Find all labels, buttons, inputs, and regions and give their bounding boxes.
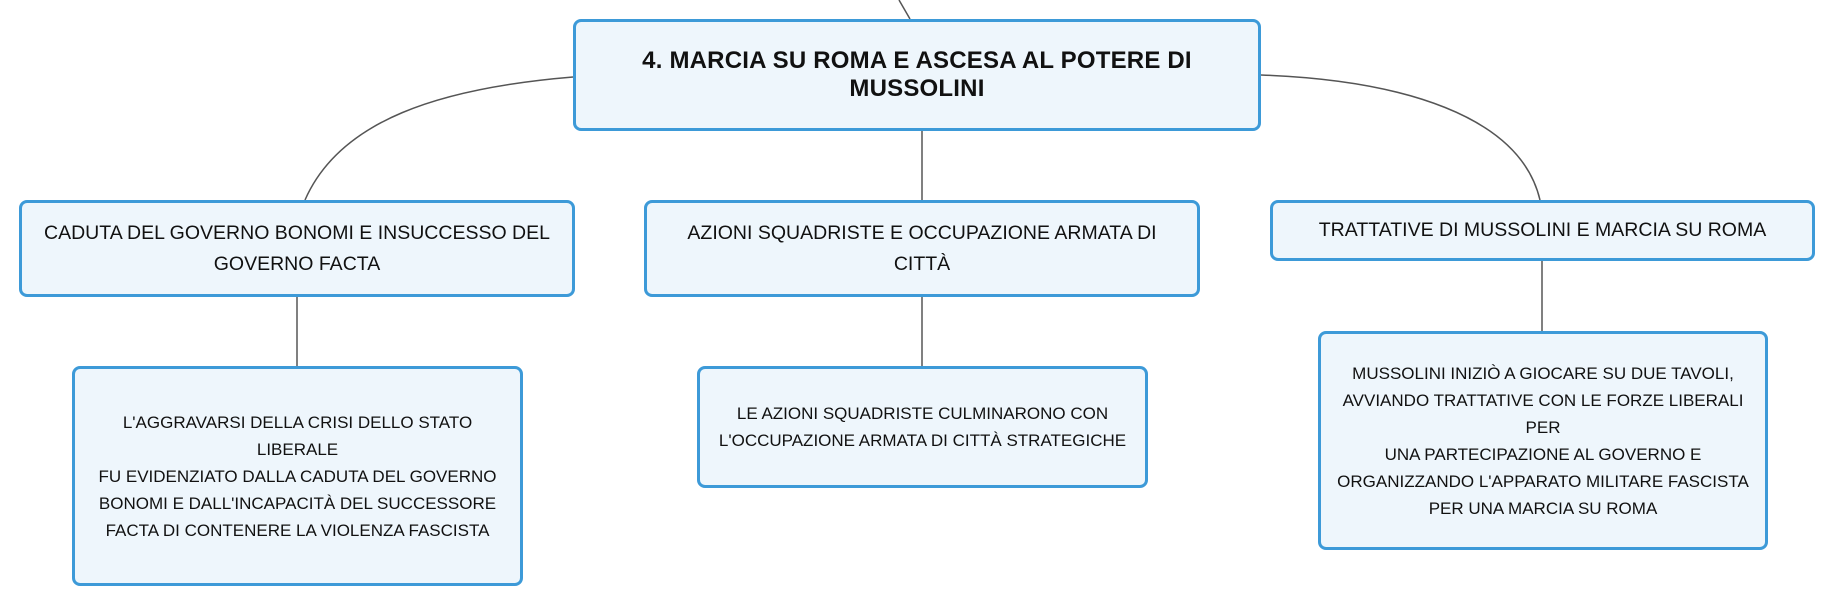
- connector-root-to-branch-1: [305, 77, 573, 200]
- root-topic[interactable]: [573, 19, 1261, 131]
- branch-topic-label: AZIONI SQUADRISTE E OCCUPAZIONE ARMATA DI CITTÀ: [687, 221, 1157, 275]
- detail-topic-due-tavoli[interactable]: [1318, 331, 1768, 550]
- detail-topic-crisi-stato-liberale[interactable]: [72, 366, 523, 586]
- branch-topic-label: TRATTATIVE DI MUSSOLINI E MARCIA SU ROMA: [1318, 219, 1767, 241]
- connector-root-to-branch-3: [1261, 75, 1540, 200]
- connector-parent-to-root: [899, 0, 910, 19]
- detail-topic-occupazione-citta[interactable]: [697, 366, 1148, 488]
- branch-topic-trattative-mussolini[interactable]: [1270, 200, 1815, 261]
- detail-topic-text: MUSSOLINI INIZIÒ A GIOCARE SU DUE TAVOLI, AVVIANDO TRATTATIVE CON LE FORZE LIBERALI PER UNA PARTECIPAZIONE AL GOVERNO E ORGANIZZANDO L'APPARATO MILITARE FASCISTA PER UNA MARCIA SU ROMA: [1337, 363, 1749, 518]
- detail-topic-text: L'AGGRAVARSI DELLA CRISI DELLO STATO LIBERALE FU EVIDENZIATO DALLA CADUTA DEL GOVERNO BONOMI E DALL'INCAPACITÀ DEL SUCCESSORE FACTA DI CONTENERE LA VIOLENZA FASCISTA: [98, 412, 497, 540]
- branch-topic-caduta-governo-bonomi[interactable]: [19, 200, 575, 297]
- detail-topic-text: LE AZIONI SQUADRISTE CULMINARONO CON L'OCCUPAZIONE ARMATA DI CITTÀ STRATEGICHE: [718, 404, 1127, 450]
- branch-topic-label: CADUTA DEL GOVERNO BONOMI E INSUCCESSO DEL GOVERNO FACTA: [43, 221, 550, 275]
- branch-topic-azioni-squadriste[interactable]: [644, 200, 1200, 297]
- root-topic-label: 4. MARCIA SU ROMA E ASCESA AL POTERE DI MUSSOLINI: [642, 47, 1192, 102]
